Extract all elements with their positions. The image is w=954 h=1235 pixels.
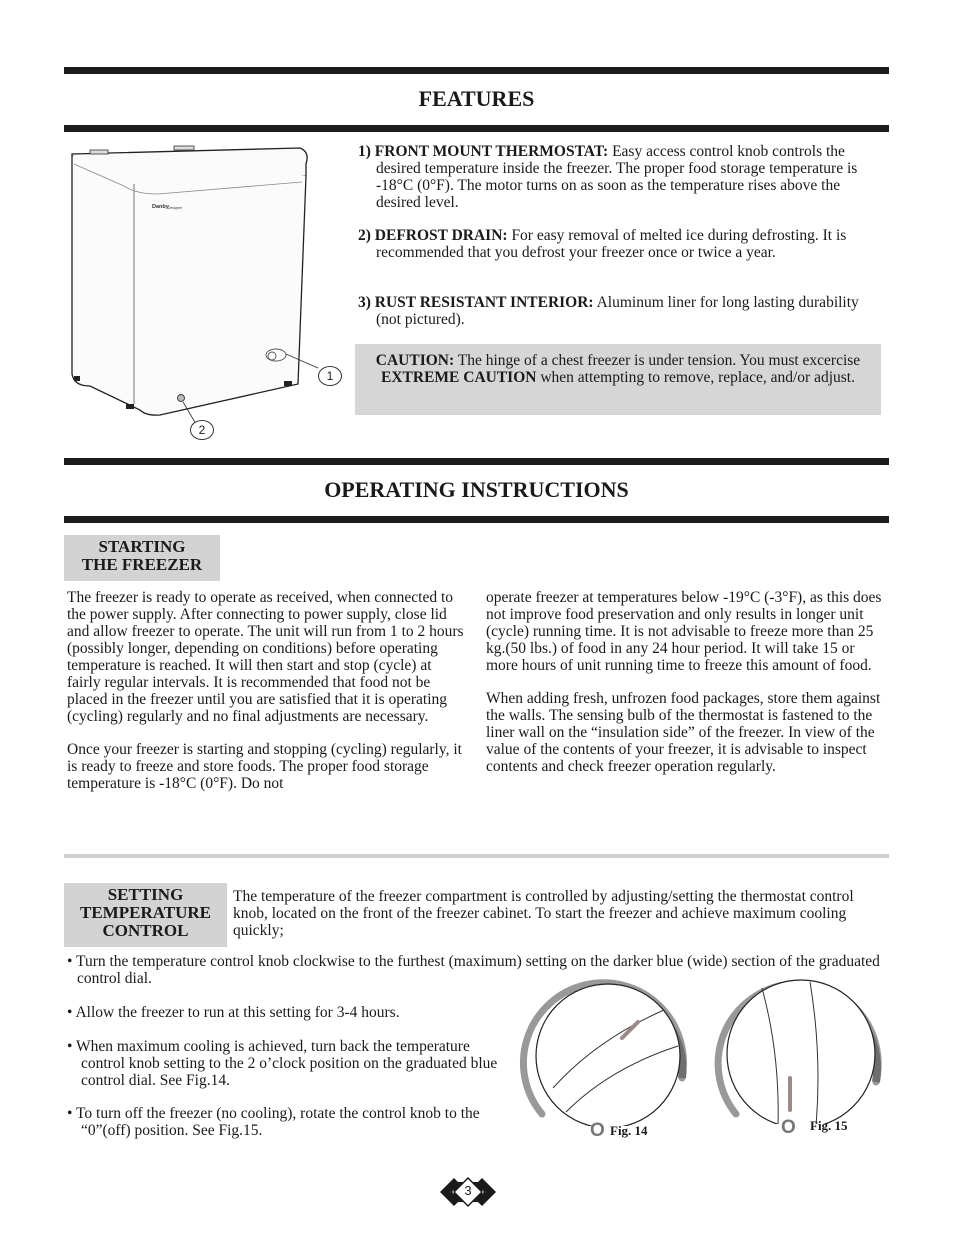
paragraph: When adding fresh, unfrozen food packages, store them against the walls. The sensing bulb of the thermostat is fastened to the liner wall on the “insulation side” of the freezer. In view of the value of the contents of your freezer, it is advisable to inspect contents and check freezer operation regularly. [486, 690, 881, 775]
starting-right-column [486, 589, 886, 791]
paragraph: operate freezer at temperatures below -19°C (-3°F), as this does not improve food preservation and only results in longer unit (cycle) running time. It is not advisable to freeze more than 25 kg.(50 lbs.) of food in any 24 hour period. It will take 15 or more hours of unit running time to freeze this amount of food. [486, 589, 882, 674]
operating-heading: OPERATING INSTRUCTIONS [324, 477, 629, 502]
page-number: 3 [464, 1183, 472, 1198]
setting-bullet-3: • When maximum cooling is achieved, turn back the temperature control knob setting to the 2 o’clock position on the graduated blue control dial. See Fig.14. [67, 1038, 498, 1089]
starting-label-line2: THE FREEZER [81, 555, 203, 574]
caution-box [355, 344, 881, 415]
features-rule [64, 125, 889, 132]
starting-label-line1: STARTING [98, 537, 186, 556]
operating-top-rule [64, 458, 889, 465]
setting-label-box [64, 883, 227, 947]
operating-rule [64, 516, 889, 523]
setting-intro: The temperature of the freezer compartment is controlled by adjusting/setting the thermostat control knob, located on the front of the freezer cabinet. To start the freezer and achieve maximum cooling quickly; [233, 888, 854, 939]
top-rule [64, 67, 889, 74]
feature-item-rust-resistant [358, 294, 883, 328]
feature-lead: 1) FRONT MOUNT THERMOSTAT: [358, 143, 609, 160]
callout-1: 1 [318, 366, 342, 386]
feature-item-thermostat [358, 143, 883, 211]
fig15-label: Fig. 15 [810, 1118, 848, 1133]
feature-item-defrost-drain [358, 227, 883, 261]
brand-logo: Danby [152, 204, 169, 210]
starting-label-box [64, 535, 220, 581]
caution-lead: CAUTION: [375, 352, 455, 369]
features-heading: FEATURES [418, 86, 535, 111]
fig14-label: Fig. 14 [610, 1123, 648, 1138]
fig14-zero-mark: O [590, 1120, 605, 1141]
setting-label-line1: SETTING [107, 885, 184, 904]
setting-bullet-2: • Allow the freezer to run at this setting for 3-4 hours. [67, 1004, 400, 1021]
setting-bullet-1: • Turn the temperature control knob clockwise to the furthest (maximum) setting on the darker blue (wide) section of the graduated control dial. [67, 953, 880, 987]
fig14-dial [518, 976, 698, 1126]
paragraph: The freezer is ready to operate as received, when connected to the power supply. After connecting to power supply, close lid and allow freezer to operate. The unit will run from 1 to 2 hours (possibly longer, depending on conditions) before operating temperature is reached. It will then start and stop (cycle) at fairly regular intervals. It is recommended that food not be placed in the freezer until you are satisfied that it is operating (cycling) regularly and no final adjustments are necessary. [67, 589, 464, 725]
setting-label-line3: CONTROL [102, 921, 189, 940]
setting-bullet-4: • To turn off the freezer (no cooling), rotate the control knob to the “0”(off) position. See Fig.15. [67, 1105, 480, 1139]
fig15-zero-mark: O [781, 1117, 796, 1138]
feature-lead: 2) DEFROST DRAIN: [358, 227, 508, 244]
feature-text: Easy access control knob controls the desired temperature inside the freezer. The proper food storage temperature is -18°C (0°F). The motor turns on as soon as the temperature rises above the desired level. [376, 143, 858, 211]
section-divider [64, 854, 889, 858]
feature-lead: 3) RUST RESISTANT INTERIOR: [358, 294, 594, 311]
caution-emphasis: EXTREME CAUTION [381, 369, 537, 386]
callout-2: 2 [190, 420, 214, 440]
starting-left-column [67, 589, 467, 808]
caution-text-2: when attempting to remove, replace, and/or adjust. [536, 369, 855, 386]
chest-freezer-illustration [62, 142, 352, 447]
setting-label-line2: TEMPERATURE [80, 903, 211, 922]
paragraph: Once your freezer is starting and stopping (cycling) regularly, it is ready to freeze and store foods. The proper food storage temperature is -18°C (0°F). Do not [67, 741, 462, 792]
caution-text-1: The hinge of a chest freezer is under tension. You must excercise [454, 352, 861, 369]
feature-text: For easy removal of melted ice during defrosting. It is recommended that you defrost your freezer once or twice a year. [376, 227, 847, 261]
brand-logo-sub: Designer [168, 206, 183, 210]
feature-text: Aluminum liner for long lasting durability (not pictured). [376, 294, 859, 328]
fig15-dial [706, 964, 886, 1124]
